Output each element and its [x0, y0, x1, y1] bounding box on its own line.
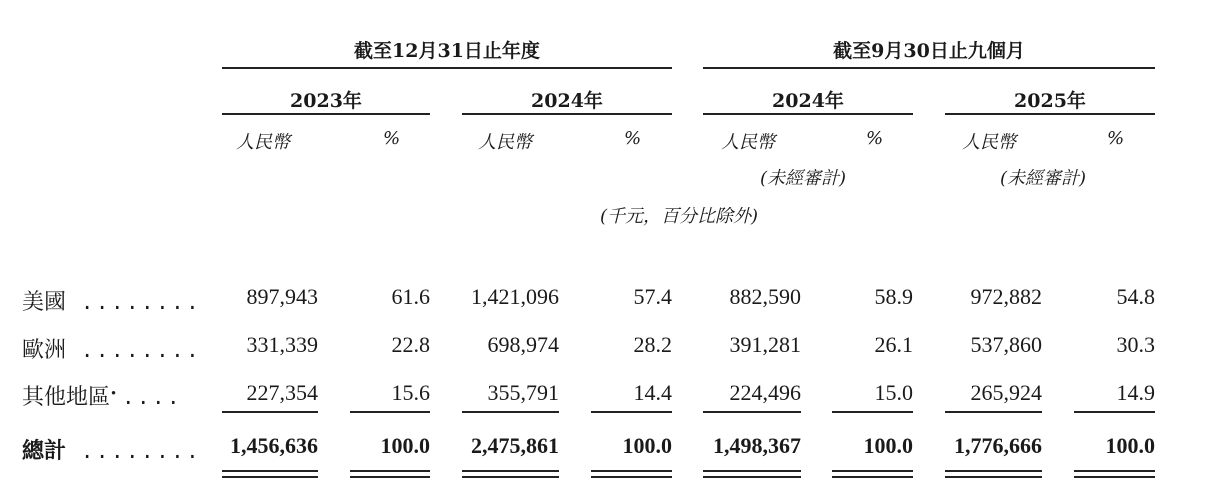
- row-label-us: [22, 285, 201, 316]
- cell-us-2023-rmb: 897,943: [246, 284, 318, 309]
- rule-year-2023: [222, 113, 430, 115]
- subtotal-rule: [462, 411, 559, 413]
- row-label-other-regions: [22, 380, 182, 411]
- cell-total-2023-pct: 100.0: [380, 433, 430, 458]
- subheader-percent: %: [624, 128, 642, 149]
- total-double-rule: [350, 476, 430, 478]
- footnote-marker: •: [110, 386, 118, 401]
- subheader-percent: %: [1107, 128, 1125, 149]
- header-group-fiscal-year: 截至12月31日止年度: [354, 40, 540, 62]
- cell-total-2025-9m-pct: 100.0: [1105, 433, 1155, 458]
- cell-europe-2023-rmb: 331,339: [246, 332, 318, 357]
- cell-other-2024fy-pct: 14.4: [633, 380, 672, 405]
- header-year-2024-9m: 2024年: [772, 90, 844, 112]
- total-double-rule: [591, 470, 672, 472]
- rule-group-nine-months: [703, 67, 1155, 69]
- total-double-rule: [832, 476, 913, 478]
- cell-europe-2024-9m-rmb: 391,281: [729, 332, 801, 357]
- subtotal-rule: [350, 411, 430, 413]
- subheader-unaudited: (未經審計): [1000, 168, 1087, 189]
- subheader-currency: 人民幣: [962, 132, 1016, 153]
- leader-dots: ........: [81, 439, 202, 463]
- cell-other-2025-9m-rmb: 265,924: [970, 380, 1042, 405]
- row-label-text: 美國: [22, 290, 67, 315]
- subheader-percent: %: [383, 128, 401, 149]
- cell-europe-2023-pct: 22.8: [391, 332, 430, 357]
- total-double-rule: [1074, 476, 1155, 478]
- row-label-text: 其他地區: [22, 385, 111, 410]
- cell-total-2024fy-rmb: 2,475,861: [471, 433, 559, 458]
- cell-us-2025-9m-pct: 54.8: [1116, 284, 1155, 309]
- cell-other-2025-9m-pct: 14.9: [1116, 380, 1155, 405]
- cell-total-2025-9m-rmb: 1,776,666: [954, 433, 1042, 458]
- total-double-rule: [945, 470, 1042, 472]
- row-label-text: 歐洲: [22, 338, 67, 363]
- total-double-rule: [222, 476, 318, 478]
- cell-europe-2024fy-rmb: 698,974: [487, 332, 559, 357]
- cell-other-2024-9m-rmb: 224,496: [729, 380, 801, 405]
- total-double-rule: [703, 476, 801, 478]
- cell-other-2023-rmb: 227,354: [246, 380, 318, 405]
- cell-other-2023-pct: 15.6: [391, 380, 430, 405]
- unit-note: (千元，百分比除外): [600, 206, 759, 227]
- rule-year-2024-9m: [703, 113, 913, 115]
- subtotal-rule: [222, 411, 318, 413]
- header-group-nine-months: 截至9月30日止九個月: [833, 40, 1025, 62]
- total-double-rule: [1074, 470, 1155, 472]
- cell-total-2024-9m-rmb: 1,498,367: [713, 433, 801, 458]
- subheader-currency: 人民幣: [478, 132, 532, 153]
- rule-year-2025-9m: [945, 113, 1155, 115]
- total-double-rule: [462, 470, 559, 472]
- cell-us-2025-9m-rmb: 972,882: [970, 284, 1042, 309]
- cell-total-2024fy-pct: 100.0: [622, 433, 672, 458]
- cell-europe-2024-9m-pct: 26.1: [874, 332, 913, 357]
- subheader-currency: 人民幣: [721, 132, 775, 153]
- cell-total-2024-9m-pct: 100.0: [863, 433, 913, 458]
- total-double-rule: [832, 470, 913, 472]
- total-double-rule: [462, 476, 559, 478]
- subheader-unaudited: (未經審計): [760, 168, 847, 189]
- subtotal-rule: [591, 411, 672, 413]
- subtotal-rule: [1074, 411, 1155, 413]
- cell-other-2024fy-rmb: 355,791: [487, 380, 559, 405]
- total-double-rule: [703, 470, 801, 472]
- header-year-2024-fy: 2024年: [531, 90, 603, 112]
- cell-us-2024fy-pct: 57.4: [633, 284, 672, 309]
- cell-europe-2025-9m-rmb: 537,860: [970, 332, 1042, 357]
- cell-us-2023-pct: 61.6: [391, 284, 430, 309]
- cell-europe-2024fy-pct: 28.2: [633, 332, 672, 357]
- subheader-currency: 人民幣: [236, 132, 290, 153]
- cell-us-2024-9m-pct: 58.9: [874, 284, 913, 309]
- leader-dots: ........: [81, 338, 202, 362]
- row-label-text: 總計: [22, 439, 67, 464]
- cell-europe-2025-9m-pct: 30.3: [1116, 332, 1155, 357]
- subtotal-rule: [945, 411, 1042, 413]
- rule-year-2024-fy: [462, 113, 672, 115]
- cell-other-2024-9m-pct: 15.0: [874, 380, 913, 405]
- subtotal-rule: [832, 411, 913, 413]
- total-double-rule: [350, 470, 430, 472]
- subtotal-rule: [703, 411, 801, 413]
- row-label-total: [22, 434, 201, 465]
- total-double-rule: [222, 470, 318, 472]
- rule-group-fiscal-year: [222, 67, 672, 69]
- leader-dots: ....: [122, 385, 183, 409]
- row-label-europe: [22, 333, 201, 364]
- total-double-rule: [945, 476, 1042, 478]
- cell-us-2024-9m-rmb: 882,590: [729, 284, 801, 309]
- header-year-2025-9m: 2025年: [1014, 90, 1086, 112]
- subheader-percent: %: [866, 128, 884, 149]
- leader-dots: ........: [81, 290, 202, 314]
- cell-us-2024fy-rmb: 1,421,096: [471, 284, 559, 309]
- header-year-2023: 2023年: [290, 90, 362, 112]
- total-double-rule: [591, 476, 672, 478]
- cell-total-2023-rmb: 1,456,636: [230, 433, 318, 458]
